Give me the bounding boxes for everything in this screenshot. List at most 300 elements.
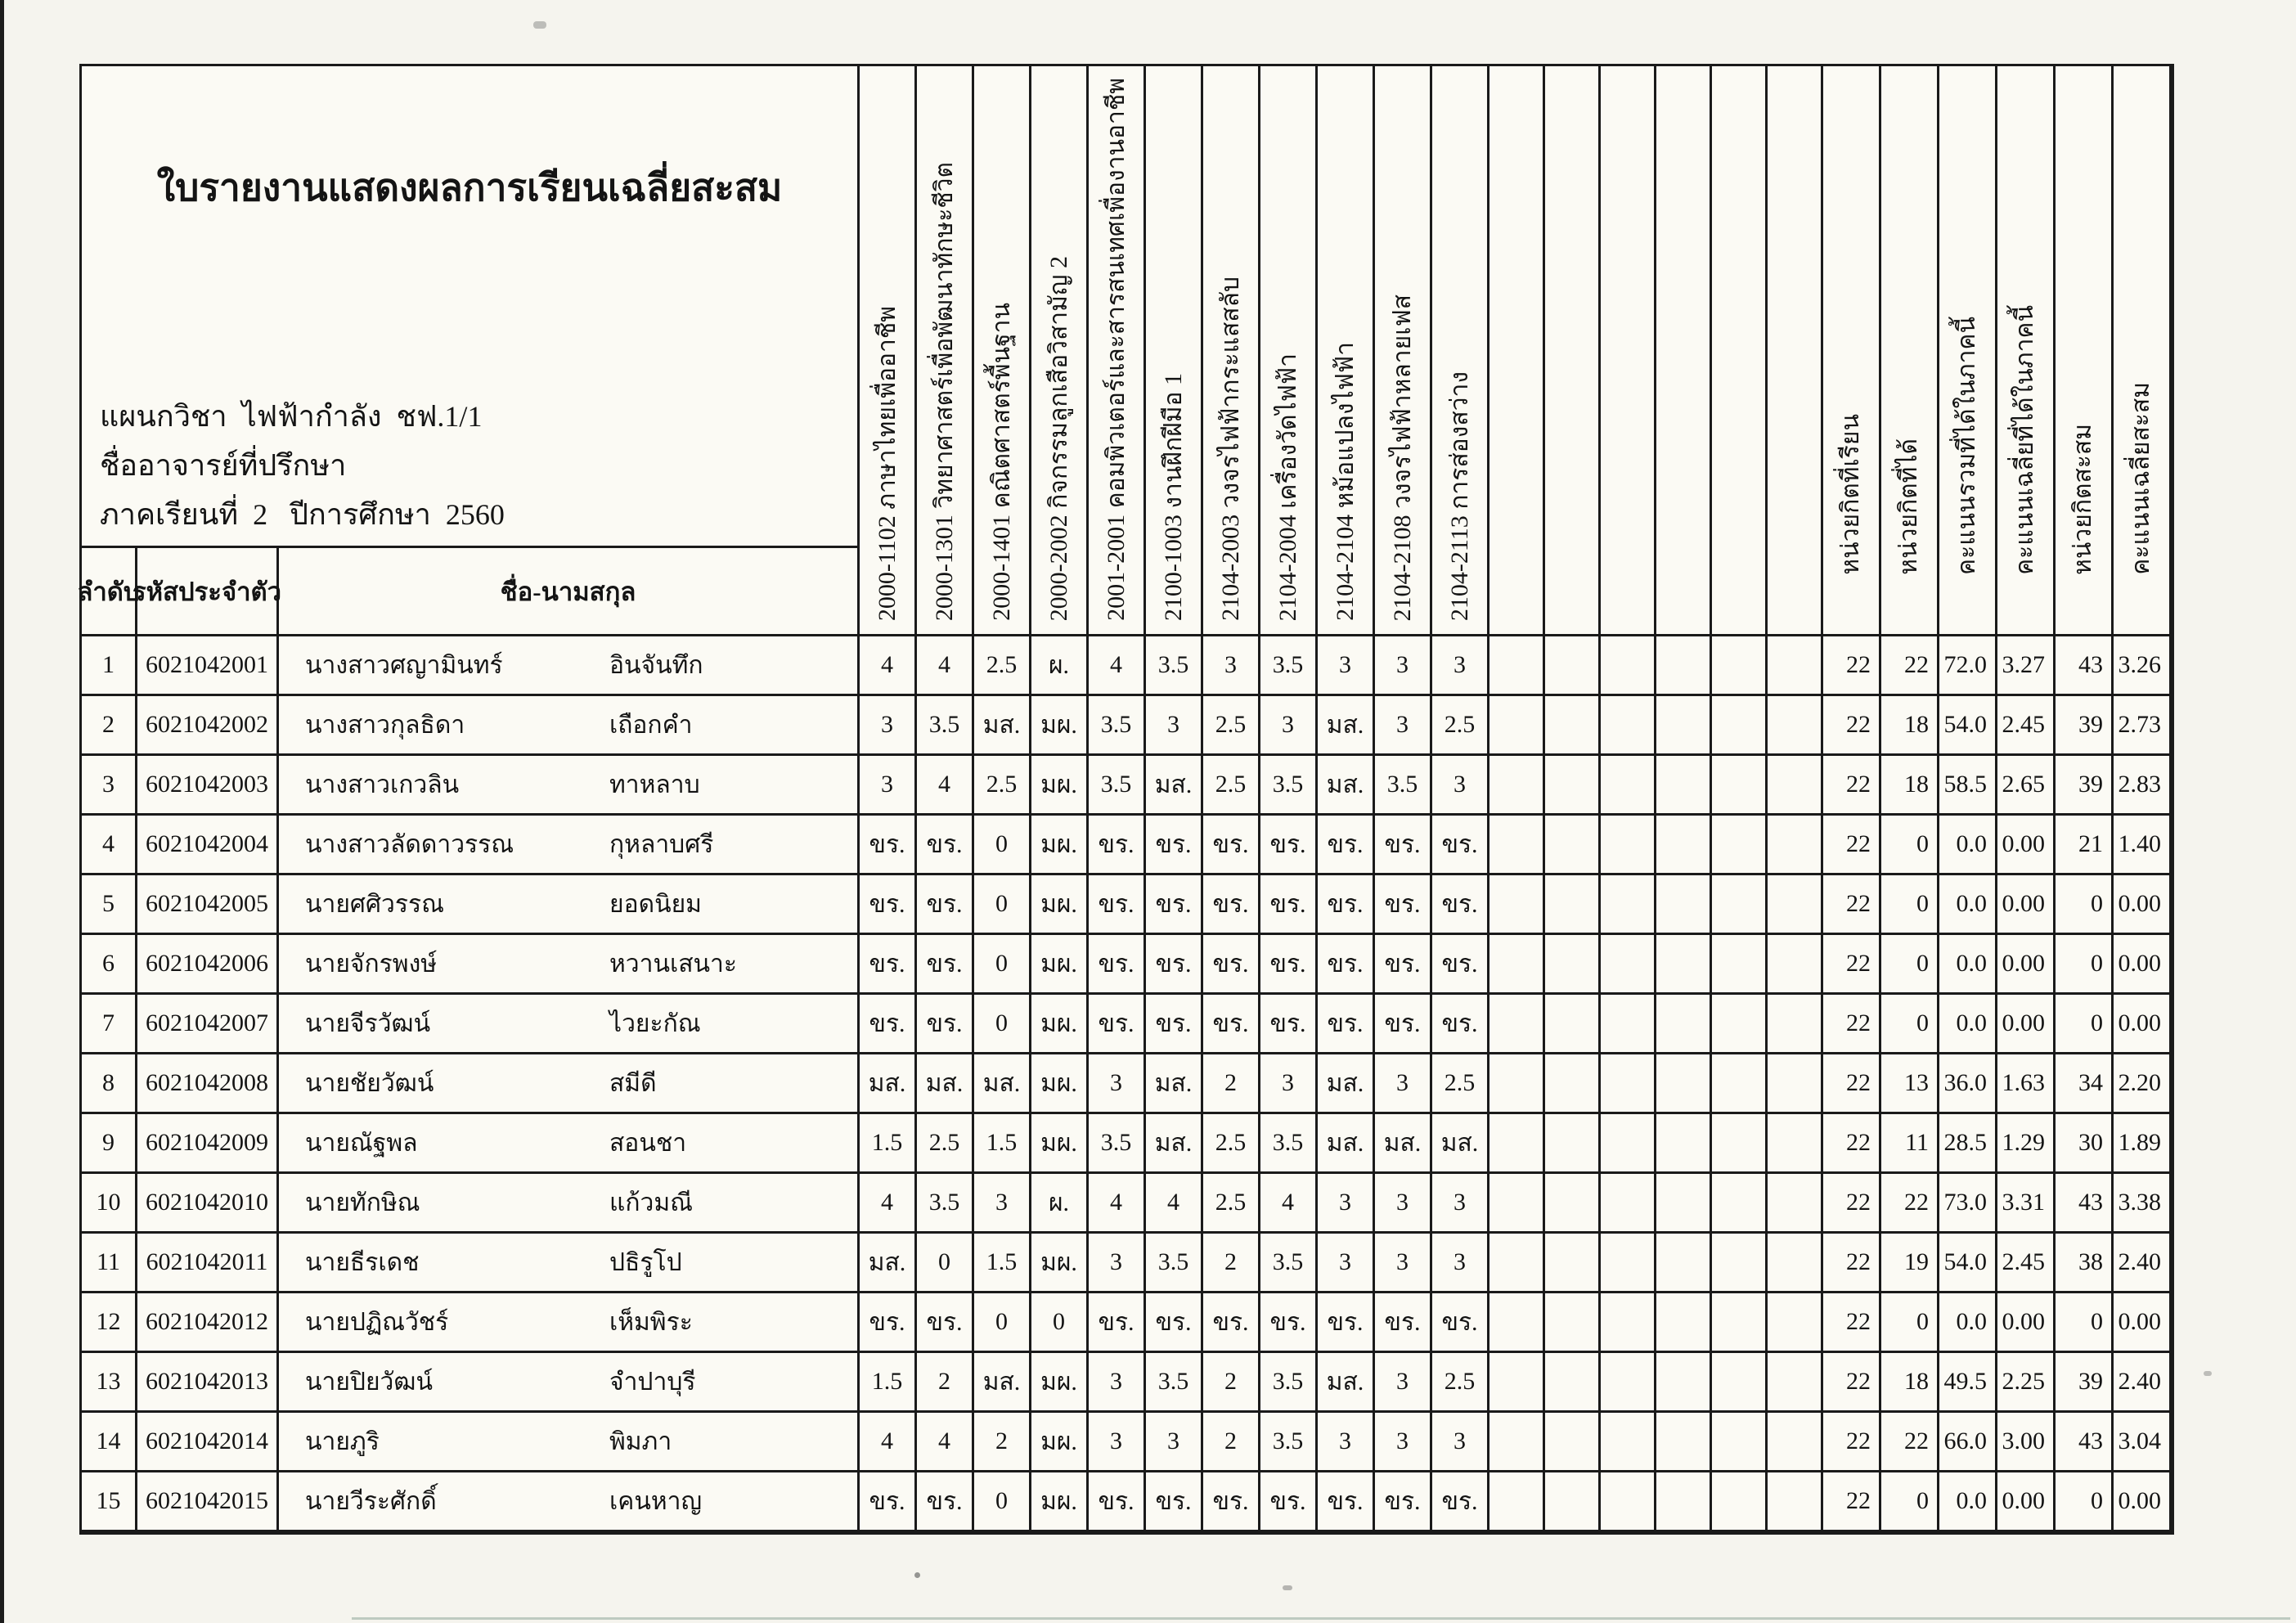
grade-cell: 0: [974, 816, 1031, 875]
grade-cell: 3: [1375, 1234, 1432, 1293]
empty-cell: [1712, 1054, 1768, 1114]
grade-cell: ขร.: [1089, 995, 1146, 1054]
semester-gpa-value: 3.27: [1997, 636, 2056, 696]
empty-cell: [1712, 1174, 1768, 1234]
empty-cell: [1489, 995, 1545, 1054]
credits-earned-value: 0: [1881, 995, 1939, 1054]
semester-gpa-value: 1.63: [1997, 1054, 2056, 1114]
grade-cell: 4: [860, 1174, 917, 1234]
student-last-name: สมีดี: [609, 1069, 657, 1097]
grade-cell: 0: [974, 1472, 1031, 1532]
student-first-name: นางสาวกุลธิดา: [305, 711, 465, 739]
grade-cell: ขร.: [860, 1472, 917, 1532]
grade-cell: 3.5: [1089, 1114, 1146, 1174]
student-name: [279, 1293, 860, 1353]
grade-cell: 3.5: [1146, 1353, 1203, 1413]
grade-cell: 3: [1318, 1234, 1375, 1293]
student-name: [279, 816, 860, 875]
empty-cell: [1656, 875, 1712, 935]
grade-cell: 3: [1432, 1234, 1489, 1293]
student-name: [279, 1353, 860, 1413]
grade-cell: ขร.: [1432, 935, 1489, 995]
semester-total-score-value: 49.5: [1939, 1353, 1997, 1413]
empty-cell: [1601, 816, 1656, 875]
grade-cell: มส.: [1146, 756, 1203, 816]
grade-cell: ขร.: [860, 816, 917, 875]
credits-earned-value: 22: [1881, 1174, 1939, 1234]
cumulative-credits-value: 39: [2056, 756, 2114, 816]
empty-cell: [1489, 1114, 1545, 1174]
empty-cell: [1545, 935, 1601, 995]
course-column-label: 2000-1301 วิทยาศาสตร์เพื่อพัฒนาทักษะชีวิต: [930, 161, 958, 621]
empty-cell: [1601, 1293, 1656, 1353]
summary-column-label: คะแนนรวมที่ได้ในภาคนี้: [1953, 317, 1980, 575]
cumulative-credits-value: 0: [2056, 1293, 2114, 1353]
student-last-name: ไวยะกัณ: [609, 1009, 701, 1037]
grade-cell: ผ.: [1031, 636, 1089, 696]
grade-cell: มส.: [1146, 1054, 1203, 1114]
cumulative-gpa-value: 2.73: [2114, 696, 2172, 756]
student-last-name: กุหลาบศรี: [609, 830, 714, 858]
grade-cell: ขร.: [1375, 1472, 1432, 1532]
grade-cell: ขร.: [1146, 935, 1203, 995]
grade-cell: 3: [1375, 636, 1432, 696]
grade-cell: 3: [1089, 1234, 1146, 1293]
semester-total-score-value: 28.5: [1939, 1114, 1997, 1174]
semester-total-score-value: 0.0: [1939, 1293, 1997, 1353]
empty-cell: [1545, 1174, 1601, 1234]
grade-cell: 2: [1203, 1413, 1260, 1472]
grade-cell: ขร.: [1089, 875, 1146, 935]
grade-cell: 3: [1375, 1413, 1432, 1472]
summary-column-header-cumulative-gpa: [2114, 66, 2172, 636]
semester-total-score-value: 0.0: [1939, 1472, 1997, 1532]
empty-cell: [1545, 816, 1601, 875]
semester-gpa-value: 0.00: [1997, 1293, 2056, 1353]
column-header-name: ชื่อ-นามสกุล: [279, 548, 860, 636]
empty-cell: [1712, 1293, 1768, 1353]
empty-cell: [1768, 1114, 1823, 1174]
student-first-name: นายณัฐพล: [305, 1129, 418, 1157]
grade-cell: มผ.: [1031, 756, 1089, 816]
grade-cell: ขร.: [1432, 995, 1489, 1054]
credits-attempted-value: 22: [1823, 1353, 1881, 1413]
student-first-name: นายวีระศักดิ์: [305, 1487, 437, 1515]
semester-total-score-value: 0.0: [1939, 875, 1997, 935]
empty-cell: [1489, 756, 1545, 816]
grade-cell: 2: [1203, 1054, 1260, 1114]
student-id: 6021042003: [137, 756, 279, 816]
scan-speck: [914, 1572, 920, 1578]
grade-cell: 3.5: [1089, 756, 1146, 816]
credits-attempted-value: 22: [1823, 935, 1881, 995]
row-number: 7: [82, 995, 137, 1054]
cumulative-credits-value: 21: [2056, 816, 2114, 875]
scan-speck: [1283, 1585, 1292, 1590]
student-id: 6021042001: [137, 636, 279, 696]
grade-cell: 3.5: [917, 1174, 974, 1234]
grade-cell: ขร.: [1203, 816, 1260, 875]
grade-cell: มส.: [860, 1054, 917, 1114]
grade-cell: 4: [1260, 1174, 1318, 1234]
student-first-name: นายภูริ: [305, 1427, 380, 1455]
summary-column-label: คะแนนเฉลี่ยที่ได้ในภาคนี้: [2011, 305, 2038, 575]
credits-attempted-value: 22: [1823, 1472, 1881, 1532]
credits-attempted-value: 22: [1823, 1114, 1881, 1174]
grade-cell: 3.5: [1260, 756, 1318, 816]
grade-cell: มส.: [974, 696, 1031, 756]
grade-cell: ผ.: [1031, 1174, 1089, 1234]
empty-column-header: [1489, 66, 1545, 636]
row-number: 14: [82, 1413, 137, 1472]
student-id: 6021042015: [137, 1472, 279, 1532]
cumulative-gpa-value: 3.04: [2114, 1413, 2172, 1472]
report-info-lines: [82, 392, 857, 546]
grade-cell: 2: [974, 1413, 1031, 1472]
empty-cell: [1601, 875, 1656, 935]
grade-cell: ขร.: [917, 875, 974, 935]
credits-earned-value: 18: [1881, 696, 1939, 756]
student-id: 6021042006: [137, 935, 279, 995]
empty-cell: [1545, 1472, 1601, 1532]
grade-cell: 3: [1260, 1054, 1318, 1114]
grade-cell: ขร.: [1260, 1293, 1318, 1353]
semester-total-score-value: 0.0: [1939, 816, 1997, 875]
grade-cell: 3: [1089, 1353, 1146, 1413]
student-first-name: นายธีรเดช: [305, 1248, 420, 1276]
grade-cell: 1.5: [860, 1353, 917, 1413]
row-number: 6: [82, 935, 137, 995]
empty-column-header: [1768, 66, 1823, 636]
grade-cell: ขร.: [1375, 1293, 1432, 1353]
cumulative-gpa-value: 2.40: [2114, 1234, 2172, 1293]
empty-cell: [1712, 1114, 1768, 1174]
grade-cell: มผ.: [1031, 1114, 1089, 1174]
empty-cell: [1489, 1234, 1545, 1293]
grade-cell: 3: [1318, 636, 1375, 696]
summary-column-label: หน่วยกิตที่ได้: [1895, 438, 1922, 575]
course-column-header: [1318, 66, 1375, 636]
semester-gpa-value: 3.00: [1997, 1413, 2056, 1472]
empty-cell: [1712, 935, 1768, 995]
course-column-header: [1146, 66, 1203, 636]
grade-cell: มผ.: [1031, 696, 1089, 756]
empty-cell: [1712, 636, 1768, 696]
student-name: [279, 696, 860, 756]
grade-cell: 3: [1146, 1413, 1203, 1472]
grade-cell: 3: [1146, 696, 1203, 756]
empty-cell: [1489, 935, 1545, 995]
student-first-name: นายศศิวรรณ: [305, 890, 444, 918]
student-last-name: จำปาบุรี: [609, 1368, 696, 1396]
empty-cell: [1768, 995, 1823, 1054]
grade-cell: ขร.: [1432, 816, 1489, 875]
grade-cell: มผ.: [1031, 816, 1089, 875]
credits-attempted-value: 22: [1823, 1054, 1881, 1114]
semester-gpa-value: 0.00: [1997, 1472, 2056, 1532]
student-first-name: นายปิยวัฒน์: [305, 1368, 434, 1396]
empty-cell: [1656, 1353, 1712, 1413]
grade-cell: มส.: [1375, 1114, 1432, 1174]
empty-cell: [1712, 1234, 1768, 1293]
credits-attempted-value: 22: [1823, 1413, 1881, 1472]
column-header-student-id: รหัสประจำตัว: [137, 548, 279, 636]
empty-cell: [1768, 1174, 1823, 1234]
empty-cell: [1489, 636, 1545, 696]
empty-cell: [1601, 756, 1656, 816]
grade-cell: 3: [1432, 636, 1489, 696]
grade-cell: 3.5: [1260, 1114, 1318, 1174]
grade-cell: 3: [860, 696, 917, 756]
grade-cell: 3.5: [1260, 1413, 1318, 1472]
cumulative-credits-value: 39: [2056, 1353, 2114, 1413]
grade-cell: 3: [1260, 696, 1318, 756]
grade-cell: มส.: [1146, 1114, 1203, 1174]
grade-cell: 4: [860, 636, 917, 696]
student-name: [279, 1234, 860, 1293]
semester-gpa-value: 1.29: [1997, 1114, 2056, 1174]
student-name: [279, 1174, 860, 1234]
grade-cell: 3.5: [1089, 696, 1146, 756]
course-column-label: 2000-1102 ภาษาไทยเพื่ออาชีพ: [873, 305, 901, 621]
grade-cell: 1.5: [860, 1114, 917, 1174]
empty-cell: [1656, 1413, 1712, 1472]
course-column-label: 2000-2002 กิจกรรมลูกเสือวิสามัญ 2: [1045, 255, 1072, 621]
course-column-label: 2104-2108 วงจรไฟฟ้าหลายเฟส: [1388, 294, 1416, 621]
row-number: 3: [82, 756, 137, 816]
semester-gpa-value: 0.00: [1997, 816, 2056, 875]
grade-cell: มส.: [1432, 1114, 1489, 1174]
credits-attempted-value: 22: [1823, 1174, 1881, 1234]
grade-cell: 4: [1089, 636, 1146, 696]
grade-cell: 3: [860, 756, 917, 816]
empty-cell: [1601, 1413, 1656, 1472]
empty-cell: [1656, 1114, 1712, 1174]
empty-cell: [1656, 1472, 1712, 1532]
grade-cell: 3.5: [1375, 756, 1432, 816]
grade-cell: ขร.: [1260, 875, 1318, 935]
empty-cell: [1712, 696, 1768, 756]
student-name: [279, 756, 860, 816]
credits-attempted-value: 22: [1823, 995, 1881, 1054]
grade-cell: ขร.: [1318, 816, 1375, 875]
course-column-label: 2104-2004 เครื่องวัดไฟฟ้า: [1274, 353, 1301, 621]
empty-cell: [1489, 1293, 1545, 1353]
grade-cell: ขร.: [917, 935, 974, 995]
grade-cell: มผ.: [1031, 875, 1089, 935]
row-number: 2: [82, 696, 137, 756]
empty-cell: [1768, 696, 1823, 756]
student-id: 6021042014: [137, 1413, 279, 1472]
grade-cell: ขร.: [1432, 875, 1489, 935]
grade-cell: 3: [1375, 1054, 1432, 1114]
empty-cell: [1545, 875, 1601, 935]
credits-attempted-value: 22: [1823, 1293, 1881, 1353]
grade-cell: 2.5: [974, 756, 1031, 816]
student-name: [279, 1114, 860, 1174]
cumulative-gpa-value: 3.26: [2114, 636, 2172, 696]
student-first-name: นายทักษิณ: [305, 1189, 420, 1216]
empty-cell: [1601, 1054, 1656, 1114]
course-column-header: [1260, 66, 1318, 636]
grade-cell: 4: [1089, 1174, 1146, 1234]
grade-cell: 2: [917, 1353, 974, 1413]
student-id: 6021042002: [137, 696, 279, 756]
grade-cell: 2.5: [1203, 1114, 1260, 1174]
empty-cell: [1712, 875, 1768, 935]
summary-column-header-cumulative-credits: [2056, 66, 2114, 636]
grade-cell: มผ.: [1031, 1472, 1089, 1532]
student-last-name: แก้วมณี: [609, 1189, 693, 1216]
cumulative-gpa-value: 1.89: [2114, 1114, 2172, 1174]
empty-cell: [1712, 995, 1768, 1054]
student-id: 6021042013: [137, 1353, 279, 1413]
semester-line: ภาคเรียนที่ 2 ปีการศึกษา 2560: [100, 498, 505, 531]
empty-cell: [1545, 1234, 1601, 1293]
empty-cell: [1601, 1234, 1656, 1293]
grade-cell: 4: [917, 756, 974, 816]
grade-cell: ขร.: [1260, 1472, 1318, 1532]
grade-cell: 0: [917, 1234, 974, 1293]
grade-cell: ขร.: [1375, 816, 1432, 875]
empty-cell: [1545, 636, 1601, 696]
cumulative-gpa-value: 0.00: [2114, 1472, 2172, 1532]
grade-cell: 3: [1375, 1174, 1432, 1234]
empty-column-header: [1601, 66, 1656, 636]
semester-gpa-value: 0.00: [1997, 875, 2056, 935]
cumulative-gpa-value: 2.40: [2114, 1353, 2172, 1413]
grade-cell: มส.: [1318, 1054, 1375, 1114]
summary-column-label: คะแนนเฉลี่ยสะสม: [2128, 382, 2154, 575]
empty-cell: [1489, 1174, 1545, 1234]
empty-cell: [1712, 756, 1768, 816]
credits-earned-value: 0: [1881, 1472, 1939, 1532]
grade-cell: ขร.: [1432, 1293, 1489, 1353]
semester-gpa-value: 0.00: [1997, 995, 2056, 1054]
credits-attempted-value: 22: [1823, 756, 1881, 816]
empty-cell: [1489, 696, 1545, 756]
empty-cell: [1656, 816, 1712, 875]
credits-earned-value: 0: [1881, 875, 1939, 935]
cumulative-credits-value: 43: [2056, 1413, 2114, 1472]
grade-cell: 3: [1375, 696, 1432, 756]
semester-total-score-value: 54.0: [1939, 696, 1997, 756]
student-last-name: ทาหลาบ: [609, 771, 700, 798]
cumulative-gpa-value: 0.00: [2114, 875, 2172, 935]
grade-cell: 3: [1432, 1174, 1489, 1234]
row-number: 12: [82, 1293, 137, 1353]
student-id: 6021042008: [137, 1054, 279, 1114]
grade-cell: ขร.: [917, 1293, 974, 1353]
grade-cell: ขร.: [1375, 935, 1432, 995]
empty-cell: [1489, 1054, 1545, 1114]
grade-cell: ขร.: [1089, 1472, 1146, 1532]
grade-cell: ขร.: [1432, 1472, 1489, 1532]
grade-cell: 3.5: [1260, 636, 1318, 696]
empty-cell: [1768, 875, 1823, 935]
grade-cell: มผ.: [1031, 995, 1089, 1054]
empty-column-header: [1656, 66, 1712, 636]
grade-cell: ขร.: [1203, 1472, 1260, 1532]
grade-cell: ขร.: [917, 816, 974, 875]
grade-cell: มส.: [1318, 756, 1375, 816]
student-name: [279, 935, 860, 995]
row-number: 11: [82, 1234, 137, 1293]
grade-cell: 0: [974, 875, 1031, 935]
grade-cell: 3.5: [1146, 1234, 1203, 1293]
grade-cell: 3: [1089, 1413, 1146, 1472]
semester-total-score-value: 0.0: [1939, 995, 1997, 1054]
grade-cell: ขร.: [1375, 875, 1432, 935]
grade-cell: 3: [1318, 1174, 1375, 1234]
grade-cell: 3.5: [1260, 1234, 1318, 1293]
summary-column-header-credits-earned: [1881, 66, 1939, 636]
empty-cell: [1489, 1472, 1545, 1532]
grade-cell: มส.: [917, 1054, 974, 1114]
credits-earned-value: 13: [1881, 1054, 1939, 1114]
grade-cell: ขร.: [1203, 935, 1260, 995]
empty-cell: [1768, 1234, 1823, 1293]
grade-cell: มส.: [974, 1353, 1031, 1413]
student-last-name: ยอดนิยม: [609, 890, 702, 918]
course-column-label: 2100-1003 งานฝึกฝีมือ 1: [1159, 372, 1187, 621]
grade-cell: ขร.: [1318, 1293, 1375, 1353]
course-column-header: [1203, 66, 1260, 636]
student-first-name: นายจีรวัฒน์: [305, 1009, 431, 1037]
grade-cell: 2: [1203, 1353, 1260, 1413]
empty-column-header: [1712, 66, 1768, 636]
cumulative-credits-value: 0: [2056, 1472, 2114, 1532]
grade-cell: 3: [1318, 1413, 1375, 1472]
semester-total-score-value: 54.0: [1939, 1234, 1997, 1293]
semester-total-score-value: 72.0: [1939, 636, 1997, 696]
cumulative-credits-value: 30: [2056, 1114, 2114, 1174]
cumulative-gpa-value: 0.00: [2114, 995, 2172, 1054]
empty-cell: [1545, 696, 1601, 756]
empty-cell: [1601, 1472, 1656, 1532]
student-name: [279, 1054, 860, 1114]
row-number: 4: [82, 816, 137, 875]
cumulative-gpa-value: 2.83: [2114, 756, 2172, 816]
course-column-label: 2104-2003 วงจรไฟฟ้ากระแสสลับ: [1216, 276, 1244, 621]
grade-cell: ขร.: [1318, 1472, 1375, 1532]
empty-cell: [1545, 756, 1601, 816]
empty-cell: [1545, 1054, 1601, 1114]
summary-column-header-semester-total-score: [1939, 66, 1997, 636]
cumulative-credits-value: 0: [2056, 995, 2114, 1054]
semester-total-score-value: 58.5: [1939, 756, 1997, 816]
grade-cell: ขร.: [860, 1293, 917, 1353]
cumulative-gpa-value: 2.20: [2114, 1054, 2172, 1114]
empty-cell: [1656, 935, 1712, 995]
grade-cell: 3.5: [1260, 1353, 1318, 1413]
empty-cell: [1768, 1353, 1823, 1413]
student-last-name: เคนหาญ: [609, 1487, 703, 1515]
cumulative-gpa-value: 0.00: [2114, 1293, 2172, 1353]
empty-cell: [1768, 636, 1823, 696]
grade-cell: มส.: [1318, 1114, 1375, 1174]
empty-cell: [1656, 1174, 1712, 1234]
student-last-name: อินจันทึก: [609, 651, 703, 679]
grade-cell: ขร.: [860, 995, 917, 1054]
empty-cell: [1489, 875, 1545, 935]
semester-gpa-value: 3.31: [1997, 1174, 2056, 1234]
empty-cell: [1768, 1472, 1823, 1532]
grade-cell: มผ.: [1031, 935, 1089, 995]
cumulative-credits-value: 0: [2056, 935, 2114, 995]
student-first-name: นายปฏิณวัชร์: [305, 1308, 449, 1336]
empty-cell: [1712, 816, 1768, 875]
